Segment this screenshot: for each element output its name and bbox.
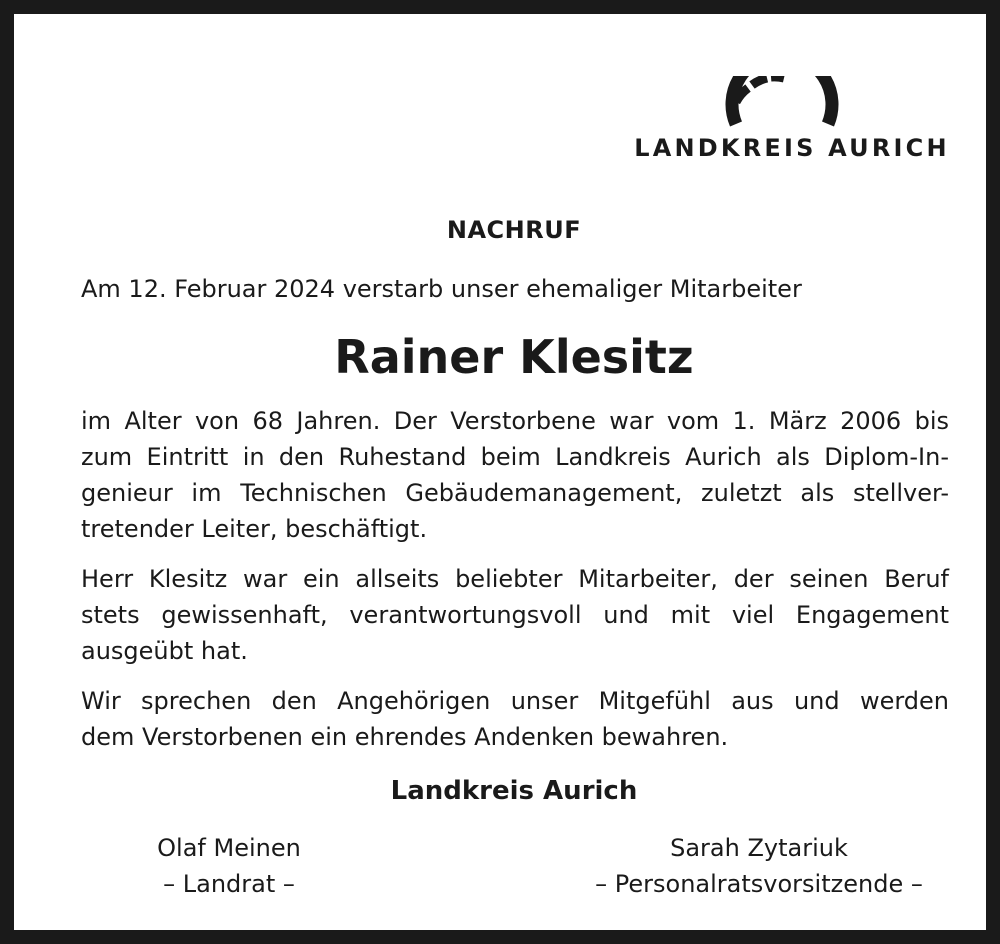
text-line: zum Eintritt in den Ruhestand beim Landkreis Aurich als Diplom-In- — [81, 443, 949, 471]
svg-text:LANDKREIS AURICH: LANDKREIS AURICH — [634, 134, 950, 162]
paragraph-career — [81, 403, 949, 547]
landkreis-aurich-logo — [632, 76, 952, 202]
signatory-right — [569, 830, 949, 902]
organization-name: Landkreis Aurich — [390, 776, 638, 806]
intro-line: Am 12. Februar 2024 verstarb unser ehemaliger Mitarbeiter — [81, 275, 802, 303]
obituary-heading: NACHRUF — [446, 216, 582, 244]
text-line: genieur im Technischen Gebäudemanagement, zuletzt als stellver- — [81, 479, 949, 507]
deceased-name: Rainer Klesitz — [334, 330, 694, 384]
signatory-left — [109, 830, 349, 902]
ring-emblem-icon — [632, 76, 952, 202]
text-line: tretender Leiter, beschäftigt. — [81, 515, 428, 543]
signatory-role: – Personalratsvorsitzende – — [595, 870, 923, 898]
signatory-name: Sarah Zytariuk — [670, 834, 848, 862]
paragraph-condolence — [81, 683, 949, 755]
text-line: Wir sprechen den Angehörigen unser Mitgefühl aus und werden — [81, 687, 949, 715]
text-line: stets gewissenhaft, verantwortungsvoll und mit viel Engagement — [81, 601, 949, 629]
signatory-role: – Landrat – — [163, 870, 295, 898]
text-line: im Alter von 68 Jahren. Der Verstorbene war vom 1. März 2006 bis — [81, 407, 949, 435]
text-line: dem Verstorbenen ein ehrendes Andenken bewahren. — [81, 723, 729, 751]
paragraph-tribute — [81, 561, 949, 669]
text-line: Herr Klesitz war ein allseits beliebter Mitarbeiter, der seinen Beruf — [81, 565, 949, 593]
signatory-name: Olaf Meinen — [157, 834, 301, 862]
text-line: ausgeübt hat. — [81, 637, 248, 665]
